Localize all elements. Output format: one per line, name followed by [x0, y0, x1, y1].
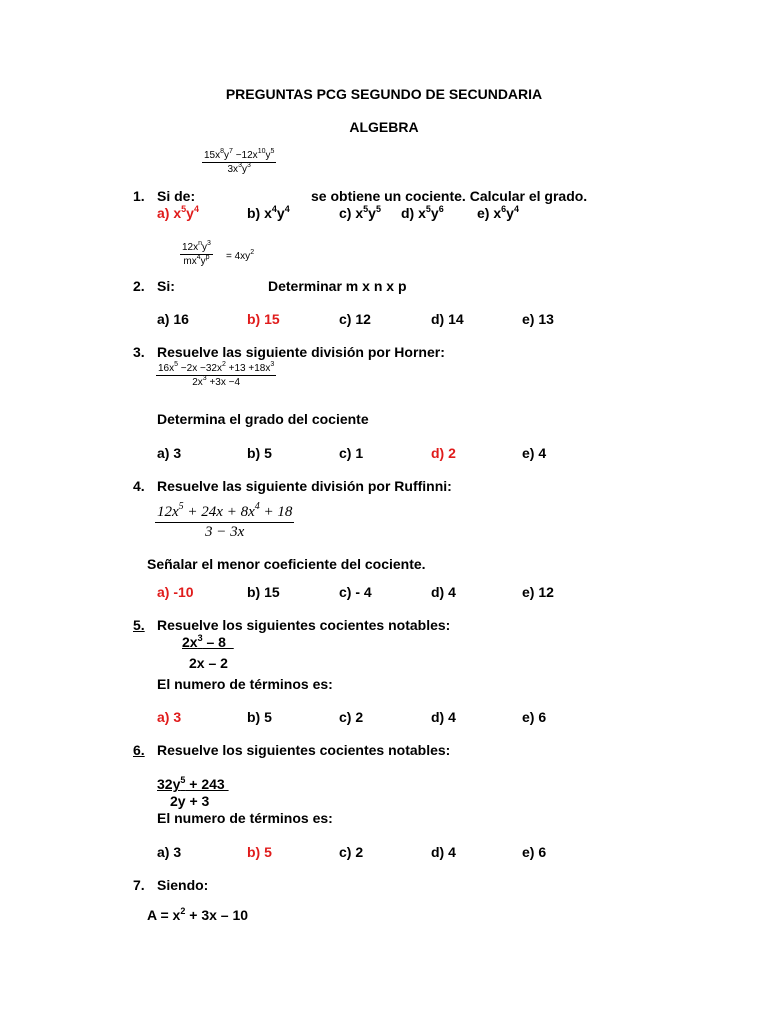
q4-prompt: Señalar el menor coeficiente del cociente.: [147, 556, 426, 572]
q1-fraction: $\frac{15x^8y^7 -12x^{10}y^5}{3x^3y^3}$: [204, 148, 275, 175]
q5-option-b[interactable]: b) 5: [247, 709, 272, 725]
q5-prompt: El numero de términos es:: [157, 676, 333, 692]
q4-option-b[interactable]: b) 15: [247, 584, 280, 600]
q6-option-d[interactable]: d) 4: [431, 844, 456, 860]
q5-option-e[interactable]: e) 6: [522, 709, 547, 725]
q5-option-c[interactable]: c) 2: [339, 709, 364, 725]
q4-fraction: $\frac{12x^5 + 24x + 8x^4 + 18}{3 - 3x}$: [157, 501, 293, 540]
q3-option-d[interactable]: d) 2: [431, 445, 456, 461]
q2-option-c[interactable]: c) 12: [339, 311, 371, 327]
q1-lead: Si de:: [157, 188, 196, 204]
q1-option-a[interactable]: a) $x^5y^4$: [157, 204, 199, 221]
q1-number: 1.: [133, 188, 145, 204]
q3-prompt: Determina el grado del cociente: [157, 411, 369, 427]
q6-expression-numerator: $32y^5 + 243$: [157, 775, 229, 792]
q1-option-d[interactable]: d) $x^5y^6$: [401, 204, 444, 221]
q6-option-a[interactable]: a) 3: [157, 844, 182, 860]
q4-number: 4.: [133, 478, 145, 494]
q3-number: 3.: [133, 344, 145, 360]
q5-option-a[interactable]: a) 3: [157, 709, 182, 725]
q7-expression: $A = x^2 + 3x - 10$: [147, 906, 249, 923]
page-title: PREGUNTAS PCG SEGUNDO DE SECUNDARIA: [225, 86, 543, 102]
q4-text: Resuelve las siguiente división por Ruffinni:: [157, 478, 452, 494]
q6-expression-denominator: 2y + 3: [170, 793, 210, 809]
q2-equation-rhs: = $4xy^2$: [226, 249, 255, 262]
q1-text: se obtiene un cociente. Calcular el grado.: [311, 188, 588, 204]
q6-option-c[interactable]: c) 2: [339, 844, 364, 860]
q3-option-e[interactable]: e) 4: [522, 445, 547, 461]
q2-option-b[interactable]: b) 15: [247, 311, 280, 327]
q3-text: Resuelve las siguiente división por Horner:: [157, 344, 445, 360]
q7-number: 7.: [133, 877, 145, 893]
q1-option-e[interactable]: e) $x^6y^4$: [477, 204, 519, 221]
q2-text: Determinar m x n x p: [268, 278, 407, 294]
q1-option-c[interactable]: c) $x^5y^5$: [339, 204, 381, 221]
q5-expression-denominator: 2x – 2: [189, 655, 228, 671]
q6-text: Resuelve los siguientes cocientes notables:: [157, 742, 451, 758]
q2-number: 2.: [133, 278, 145, 294]
q4-option-d[interactable]: d) 4: [431, 584, 456, 600]
q1-option-b[interactable]: b) $x^4y^4$: [247, 204, 290, 221]
q2-lead: Si:: [157, 278, 175, 294]
q5-text: Resuelve los siguientes cocientes notables:: [157, 617, 451, 633]
q2-option-a[interactable]: a) 16: [157, 311, 189, 327]
q3-option-b[interactable]: b) 5: [247, 445, 272, 461]
q2-option-d[interactable]: d) 14: [431, 311, 464, 327]
q5-option-d[interactable]: d) 4: [431, 709, 456, 725]
q6-prompt: El numero de términos es:: [157, 810, 333, 826]
q3-option-c[interactable]: c) 1: [339, 445, 364, 461]
q2-option-e[interactable]: e) 13: [522, 311, 554, 327]
q4-option-e[interactable]: e) 12: [522, 584, 554, 600]
q4-option-c[interactable]: c) - 4: [339, 584, 372, 600]
q2-fraction: $12x^ny^3$ $mx^4y^p$: [182, 240, 211, 267]
q5-expression-numerator: $2x^3 - 8$: [182, 633, 234, 650]
q5-number: 5.: [133, 617, 145, 633]
q3-option-a[interactable]: a) 3: [157, 445, 182, 461]
page-subtitle: ALGEBRA: [349, 119, 419, 135]
q6-option-e[interactable]: e) 6: [522, 844, 547, 860]
q7-text: Siendo:: [157, 877, 209, 893]
q4-option-a[interactable]: a) -10: [157, 584, 194, 600]
q6-number: 6.: [133, 742, 145, 758]
q6-option-b[interactable]: b) 5: [247, 844, 272, 860]
q3-fraction: $\frac{16x^5 -2x -32x^2 +13 +18x^3}{2x^3 +3x -4}$: [158, 361, 275, 388]
